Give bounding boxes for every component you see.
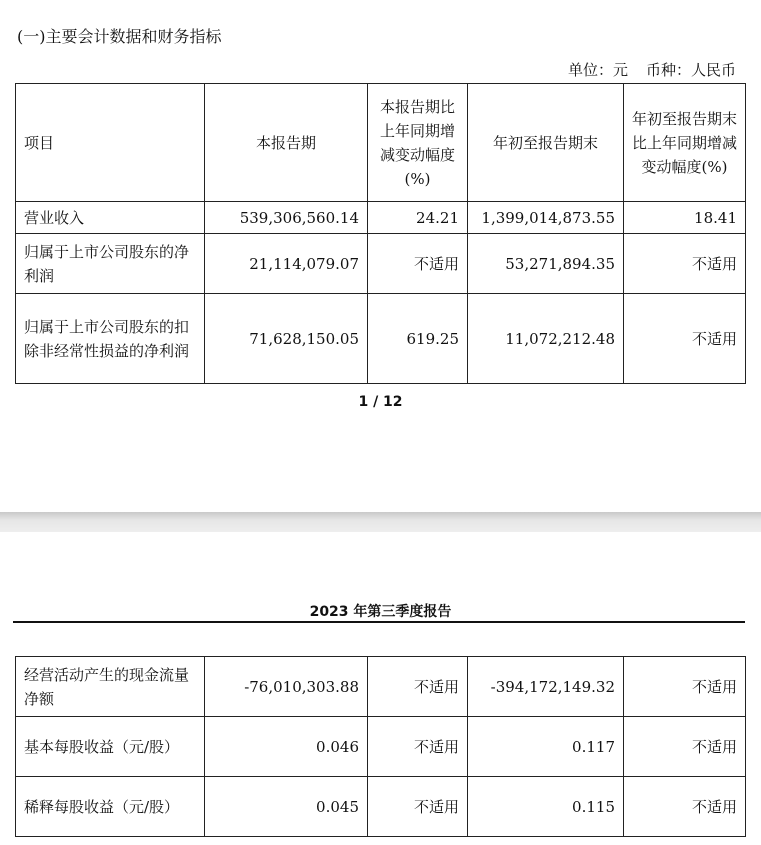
unit-label: 单位：元	[567, 61, 628, 79]
row-ytd-change: 18.41	[624, 202, 746, 234]
row-current: 0.046	[205, 717, 368, 777]
page-separator	[0, 512, 761, 532]
row-item: 归属于上市公司股东的净利润	[16, 234, 205, 294]
row-ytd-change: 不适用	[624, 777, 746, 837]
header-item: 项目	[16, 84, 205, 202]
page-number: 1 / 12	[358, 394, 403, 410]
row-current: 539,306,560.14	[205, 202, 368, 234]
row-current: 71,628,150.05	[205, 294, 368, 384]
row-change: 不适用	[368, 657, 468, 717]
row-change: 不适用	[368, 777, 468, 837]
report-header: 2023 年第三季度报告	[309, 604, 452, 620]
table-row	[16, 657, 746, 717]
financial-data-table	[15, 83, 746, 384]
table-header-row	[16, 84, 746, 202]
financial-data-table-continued	[15, 656, 746, 837]
header-rule	[13, 621, 745, 623]
row-ytd-change: 不适用	[624, 294, 746, 384]
row-current: -76,010,303.88	[205, 657, 368, 717]
header-ytd-change: 年初至报告期末比上年同期增减变动幅度(%)	[624, 84, 746, 202]
row-ytd: 1,399,014,873.55	[468, 202, 624, 234]
row-ytd-change: 不适用	[624, 717, 746, 777]
row-ytd: 53,271,894.35	[468, 234, 624, 294]
table-row	[16, 234, 746, 294]
row-ytd: 11,072,212.48	[468, 294, 624, 384]
header-current-period: 本报告期	[205, 84, 368, 202]
table-row	[16, 202, 746, 234]
section-title: (一)主要会计数据和财务指标	[17, 27, 222, 46]
row-change: 24.21	[368, 202, 468, 234]
row-ytd: 0.115	[468, 777, 624, 837]
row-item: 稀释每股收益（元/股）	[16, 777, 205, 837]
unit-currency-line	[568, 59, 736, 80]
table-row	[16, 777, 746, 837]
row-item: 归属于上市公司股东的扣除非经常性损益的净利润	[16, 294, 205, 384]
row-change: 619.25	[368, 294, 468, 384]
row-ytd: -394,172,149.32	[468, 657, 624, 717]
row-item: 经营活动产生的现金流量净额	[16, 657, 205, 717]
row-current: 0.045	[205, 777, 368, 837]
row-ytd-change: 不适用	[624, 234, 746, 294]
row-current: 21,114,079.07	[205, 234, 368, 294]
row-change: 不适用	[368, 234, 468, 294]
row-change: 不适用	[368, 717, 468, 777]
table-row	[16, 717, 746, 777]
table-row	[16, 294, 746, 384]
row-ytd-change: 不适用	[624, 657, 746, 717]
row-ytd: 0.117	[468, 717, 624, 777]
header-ytd: 年初至报告期末	[468, 84, 624, 202]
header-current-change: 本报告期比上年同期增减变动幅度(%)	[368, 84, 468, 202]
document-page-2	[0, 532, 761, 845]
currency-label: 币种：人民币	[645, 61, 736, 79]
row-item: 营业收入	[16, 202, 205, 234]
row-item: 基本每股收益（元/股）	[16, 717, 205, 777]
